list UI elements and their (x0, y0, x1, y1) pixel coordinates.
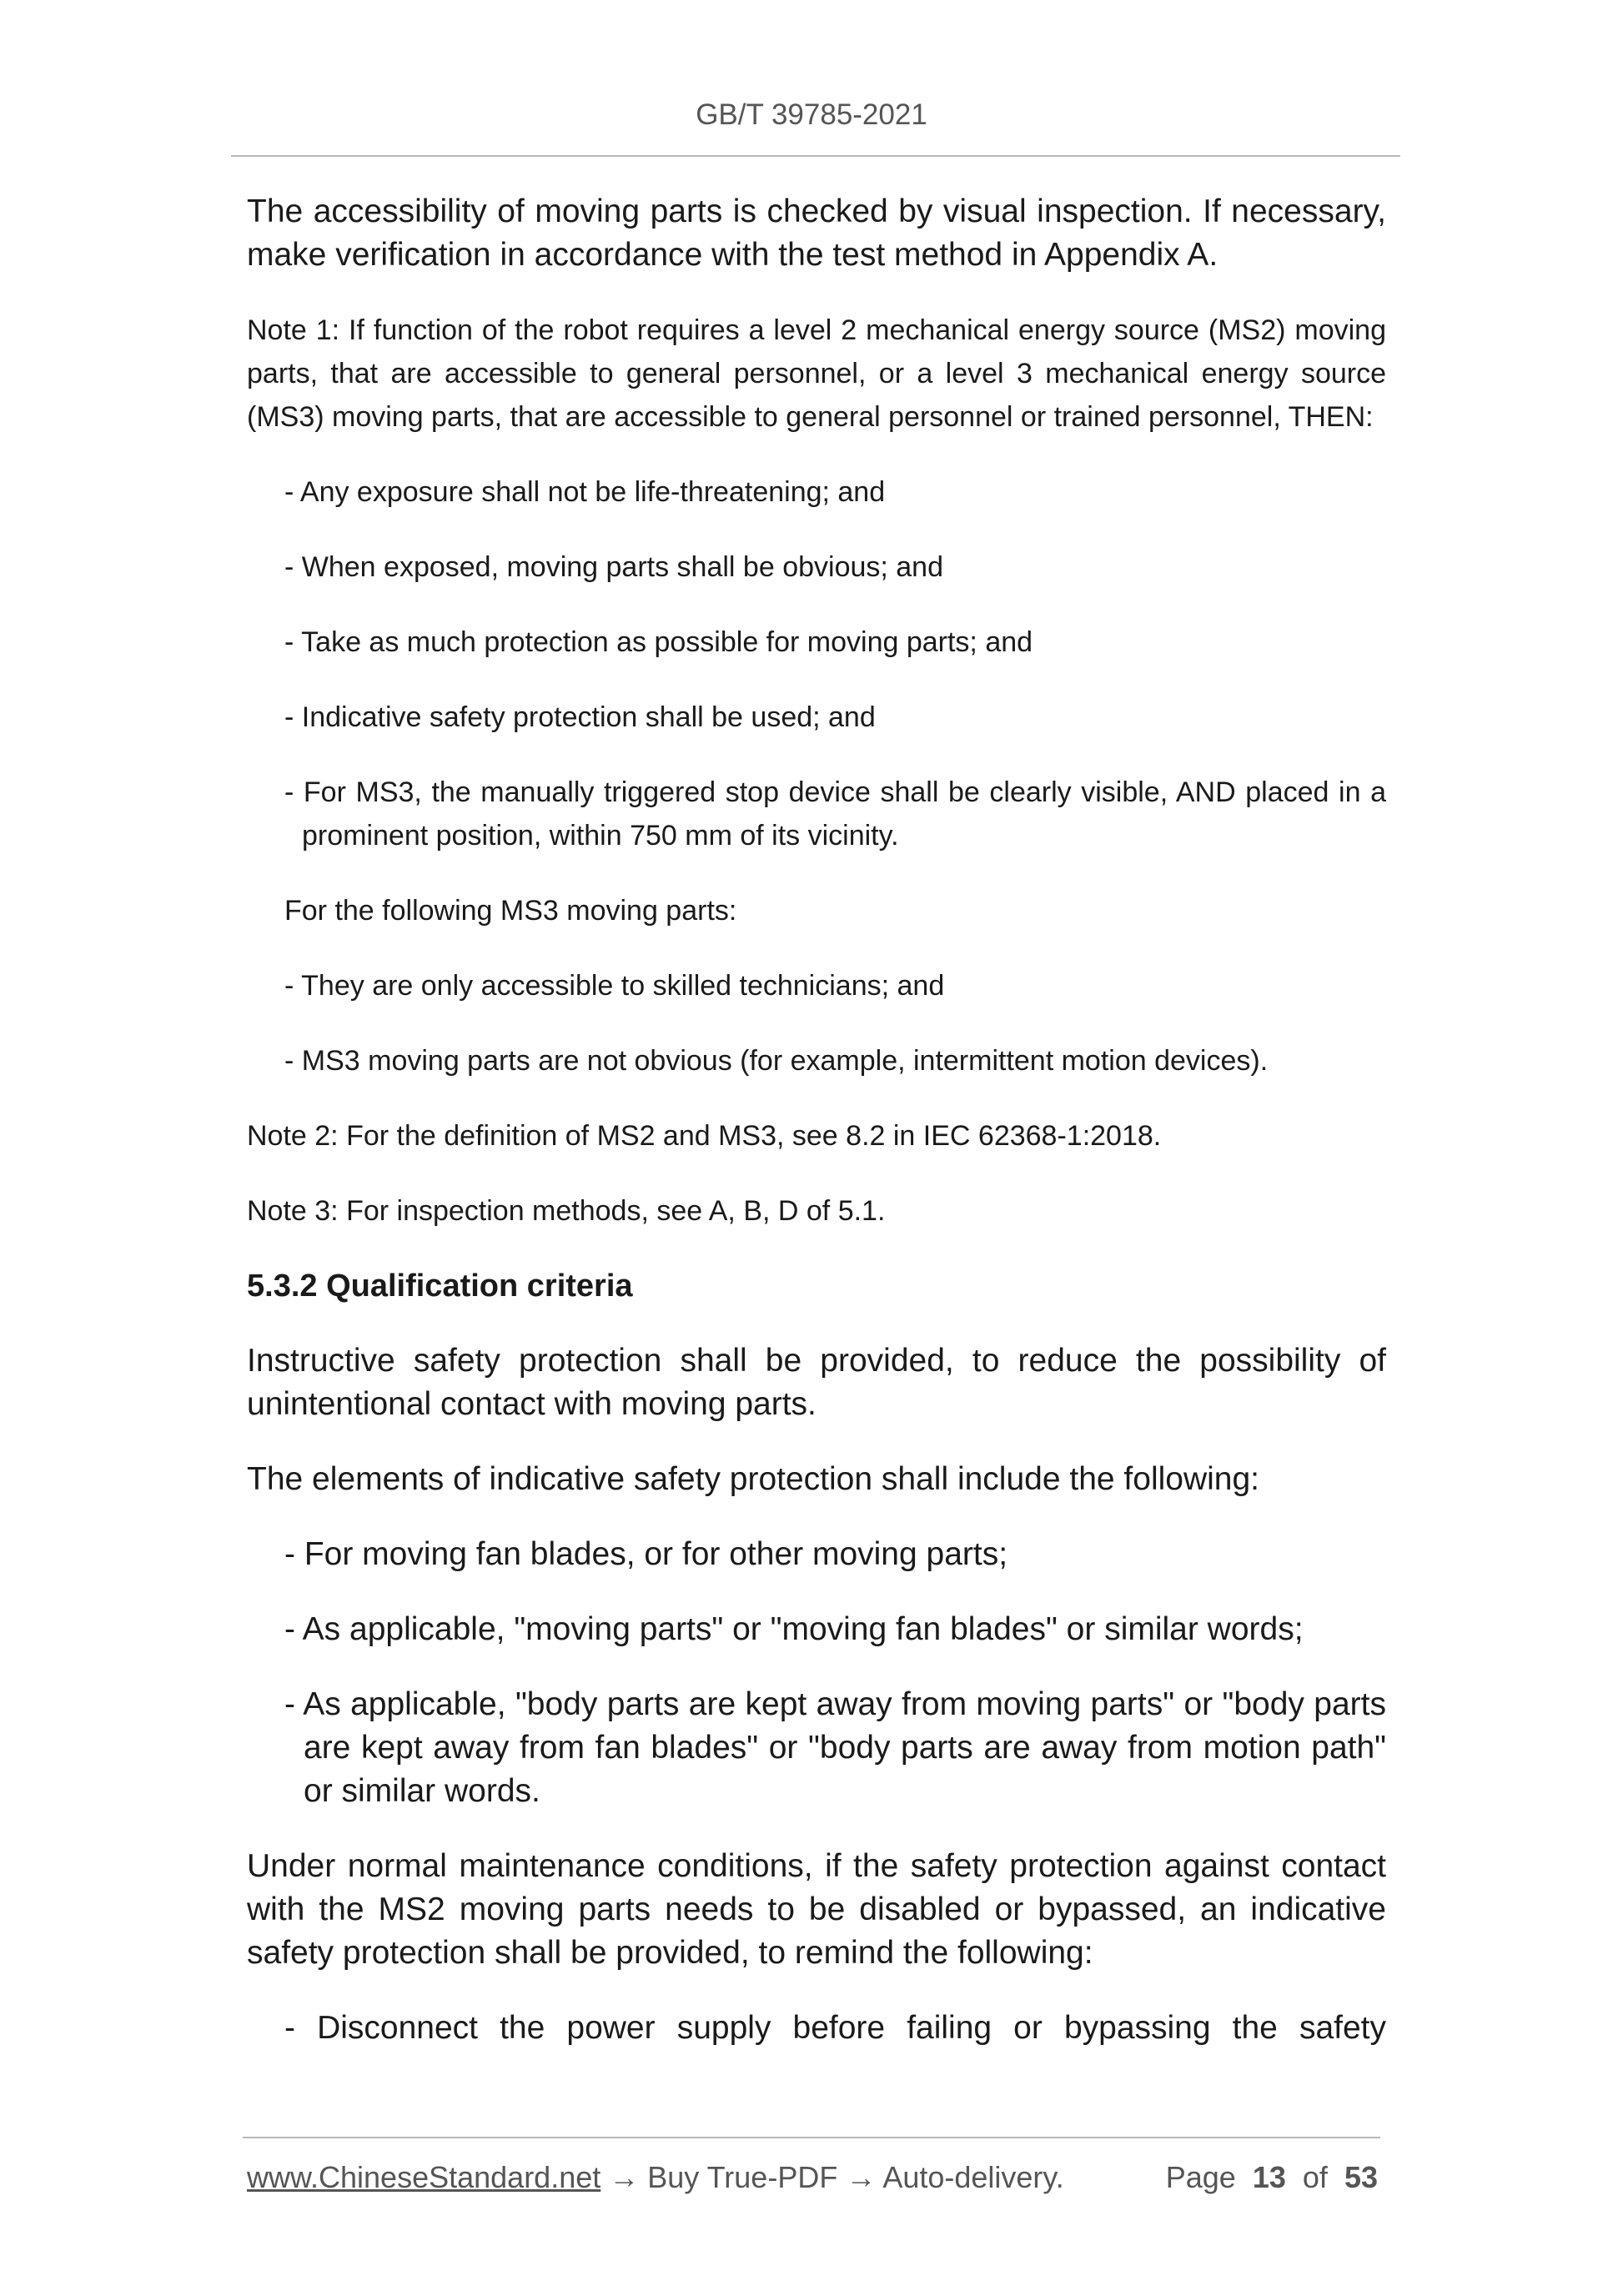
ms3-item-technicians: - They are only accessible to skilled technicians; and (284, 970, 945, 1002)
note1-item-protection: - Take as much protection as possible for moving parts; and (284, 626, 1033, 658)
note1-item-stop-device: - For MS3, the manually triggered stop device shall be clearly visible, AND placed in a prominent position, within 750 mm of its vicinity. (284, 776, 1386, 852)
paragraph-visual-inspection: The accessibility of moving parts is checked by visual inspection. If necessary, make verification in accordance with the test method in Appendix A. (247, 193, 1386, 273)
paragraph-instructive-protection: Instructive safety protection shall be provided, to reduce the possibility of unintentional contact with moving parts. (247, 1343, 1386, 1422)
footer-promo: → Buy True-PDF → Auto-delivery. (600, 2160, 1064, 2194)
item-disconnect-power: - Disconnect the power supply before failing or bypassing the safety (284, 2010, 1386, 2046)
ms3-intro: For the following MS3 moving parts: (284, 895, 737, 927)
page-label: Page (1165, 2160, 1236, 2194)
page-indicator (1166, 2160, 1378, 2195)
paragraph-elements-intro: The elements of indicative safety protection shall include the following: (247, 1461, 1260, 1497)
page-footer (247, 2160, 1378, 2195)
element-item-moving-parts-words: - As applicable, "moving parts" or "moving fan blades" or similar words; (284, 1611, 1304, 1647)
note1-item-obvious: - When exposed, moving parts shall be obvious; and (284, 551, 944, 583)
footer-divider (243, 2137, 1380, 2138)
note-1: Note 1: If function of the robot requires a level 2 mechanical energy source (MS2) moving parts, that are accessible to general personnel, or a level 3 mechanical energy source (MS3) moving parts, that are accessible to general personnel or trained personnel, THEN: (247, 314, 1386, 433)
header-divider (231, 155, 1400, 157)
note1-item-exposure: - Any exposure shall not be life-threatening; and (284, 476, 886, 508)
page-current: 13 (1252, 2160, 1286, 2194)
website-link[interactable]: www.ChineseStandard.net (247, 2160, 601, 2194)
note-2: Note 2: For the definition of MS2 and MS3, see 8.2 in IEC 62368-1:2018. (247, 1120, 1162, 1152)
note-3: Note 3: For inspection methods, see A, B, D of 5.1. (247, 1195, 886, 1227)
note1-item-indicative: - Indicative safety protection shall be used; and (284, 701, 876, 733)
page-of-label: of (1302, 2160, 1328, 2194)
page-total: 53 (1344, 2160, 1378, 2194)
section-heading: 5.3.2 Qualification criteria (247, 1269, 633, 1304)
document-header: GB/T 39785-2021 (696, 98, 927, 131)
paragraph-maintenance: Under normal maintenance conditions, if the safety protection against contact with the MS2 moving parts needs to be disabled or bypassed, an indicative safety protection shall be provided, to remind the following: (247, 1848, 1386, 1971)
element-item-body-parts: - As applicable, "body parts are kept away from moving parts" or "body parts are kept away from fan blades" or "body parts are away from motion path" or similar words. (284, 1686, 1386, 1809)
element-item-fan-blades: - For moving fan blades, or for other moving parts; (284, 1536, 1008, 1572)
page-content (247, 190, 1386, 2050)
ms3-item-not-obvious: - MS3 moving parts are not obvious (for example, intermittent motion devices). (284, 1045, 1269, 1077)
